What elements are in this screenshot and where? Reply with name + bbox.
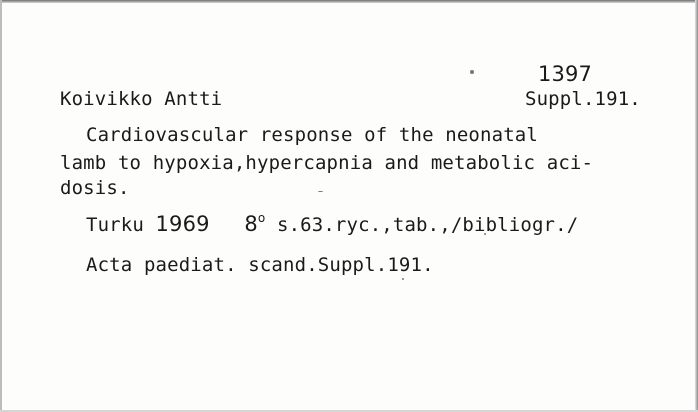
imprint-details: s.63.ryc.,tab.,/bibliogr./ [276, 214, 579, 236]
title-line-1: Cardiovascular response of the neonatal [86, 124, 538, 146]
call-number: 1397 [538, 62, 593, 86]
scan-speck [318, 191, 323, 192]
book-format [244, 212, 265, 239]
series-line: Acta paediat. scand.Suppl.191. [86, 254, 434, 276]
scan-speck [470, 70, 474, 74]
card-top-edge [0, 0, 698, 3]
card-left-edge [0, 0, 2, 412]
imprint-year: 1969 [155, 212, 210, 236]
title-line-2: lamb to hypoxia,hypercapnia and metabolic aci- [60, 152, 594, 174]
format-number: 8 [244, 212, 258, 236]
author-heading: Koivikko Antti [60, 88, 223, 110]
imprint-place: Turku [86, 214, 144, 236]
scan-speck [402, 278, 404, 280]
title-line-3: dosis. [60, 177, 130, 199]
imprint-line [86, 212, 578, 239]
supplement-reference: Suppl.191. [525, 88, 641, 110]
format-degree: o [257, 211, 266, 225]
